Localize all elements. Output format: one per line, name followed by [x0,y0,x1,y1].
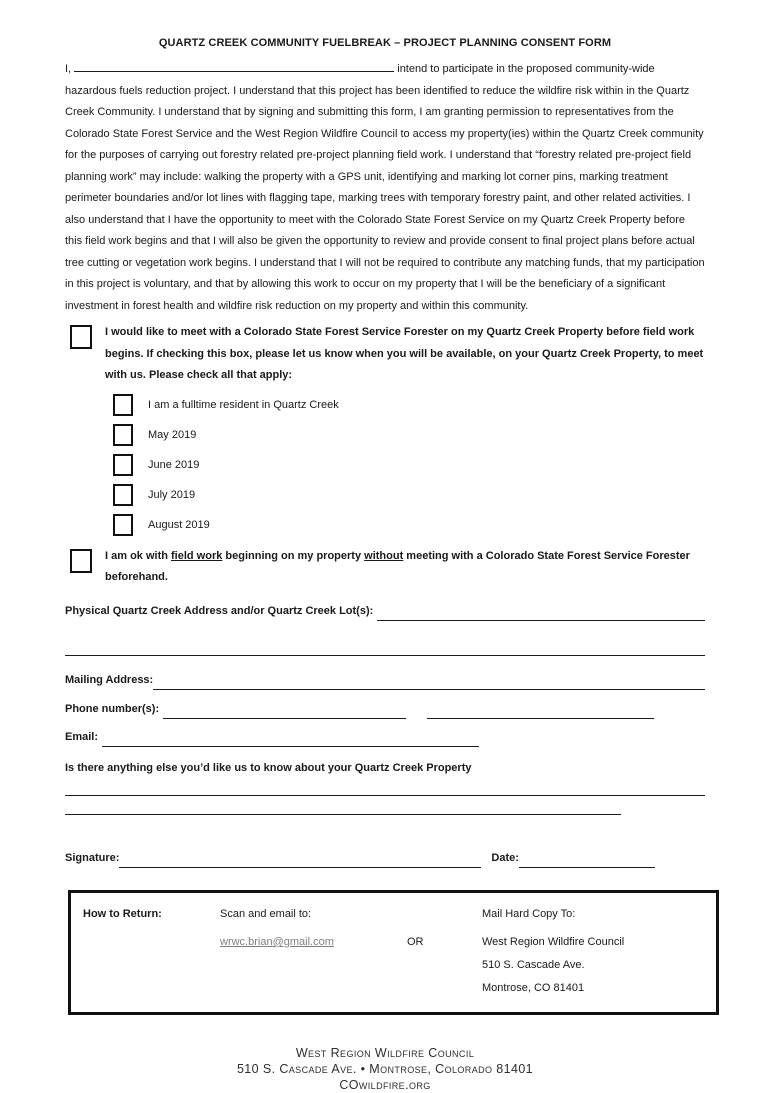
footer-address: 510 S. Cascade Ave. • Montrose, Colorado 81401 [236,1062,534,1076]
anything-else-field-line2[interactable] [65,814,621,815]
anything-else-label: Is there anything else you’d like us to know about your Quartz Creek Property [65,761,472,774]
footer-org-name: West Region Wildfire Council [295,1046,475,1060]
spacer-cell [407,903,482,926]
june-2019-checkbox[interactable] [113,454,133,476]
phone-field-1[interactable] [163,704,406,719]
physical-address-label: Physical Quartz Creek Address and/or Quartz Creek Lot(s): [65,604,374,617]
date-label: Date: [491,852,519,864]
july-2019-checkbox[interactable] [113,484,133,506]
july-2019-label: July 2019 [148,489,196,501]
intro-body: intend to participate in the proposed community-wide hazardous fuels reduction project. I understand that this project has been identified to reduce the wildfire risk within in the Quartz Creek Community. I understand that by signing and submitting this form, I am granting permission to representatives from the Colorado State Forest Service and the West Region Wildfire Council to access my property(ies) within the Quartz Creek community for the purposes of carrying out forestry related pre-project planning field work. I understand that “forestry related pre-project field planning work” may include: walking the property with a GPS unit, identifying and marking lot corner pins, marking treatment perimeter boundaries and/or lot lines with flagging tape, marking trees with temporary forestry paint, and other related activities. I also understand that I have the opportunity to meet with the Colorado State Forest Service on my Quartz Creek Property before this field work begins and that I will also be given the opportunity to review and provide consent to final project plans before actual tree cutting or vegetation work begins. I understand that I will not be required to contribute any matching funds, that my participation in this project is voluntary, and that by allowing this work to occur on my property that I will be the beneficiary of a significant investment in forest health and wildfire risk reduction on my property and within this community. [65,63,705,312]
fulltime-resident-checkbox[interactable] [113,394,133,416]
physical-address-field[interactable] [377,606,705,621]
name-blank-field[interactable] [74,61,394,72]
date-field[interactable] [519,853,655,868]
phone-field-2[interactable] [427,704,654,719]
fieldwork-text-3: meeting with a Colorado State Forest Service Forester beforehand. [105,549,690,583]
august-2019-label: August 2019 [148,519,210,531]
anything-else-field-line1[interactable] [65,795,705,796]
return-email-link[interactable]: wrwc.brian@gmail.com [220,936,334,948]
sub-option-row [113,424,705,447]
meet-option-checkbox[interactable] [70,325,92,349]
signature-row [65,848,705,868]
fieldwork-text-2: beginning on my property [222,549,365,562]
meet-option-row [65,322,705,387]
how-to-return-title: How to Return: [83,908,162,920]
sub-option-row [113,484,705,507]
fieldwork-option-checkbox[interactable] [70,549,92,573]
physical-address-row [65,601,705,621]
email-field[interactable] [102,732,479,747]
spacer-cell [83,931,220,1000]
may-2019-checkbox[interactable] [113,424,133,446]
mail-address-line: 510 S. Cascade Ave. [482,959,585,971]
intro-prefix: I, [65,63,72,75]
meet-option-label: I would like to meet with a Colorado State Forest Service Forester on my Quartz Creek Property before field work begins. If checking this box, please let us know when you will be available, on your Quartz Creek Property, to meet with us. Please check all that apply: [105,326,704,381]
august-2019-checkbox[interactable] [113,514,133,536]
footer-website: COwildfire.org [339,1078,431,1092]
sub-option-row [113,394,705,417]
sub-option-row [113,514,705,537]
phone-label: Phone number(s): [65,702,160,715]
scan-email-label: Scan and email to: [220,908,312,920]
page-footer [65,1045,705,1093]
signature-label: Signature: [65,852,120,864]
intro-paragraph [65,59,705,317]
fieldwork-option-label [105,546,705,589]
mailing-address-field[interactable] [153,675,705,690]
sub-option-row [113,454,705,477]
fieldwork-text-1: I am ok with [105,549,172,562]
form-title: QUARTZ CREEK COMMUNITY FUELBREAK – PROJECT PLANNING CONSENT FORM [158,37,612,49]
june-2019-label: June 2019 [148,459,200,471]
fieldwork-underlined-1: field work [171,549,223,562]
mail-address-line: West Region Wildfire Council [482,936,625,948]
may-2019-label: May 2019 [148,429,197,441]
fulltime-resident-label: I am a fulltime resident in Quartz Creek [148,399,339,411]
mail-address-line: Montrose, CO 81401 [482,982,585,994]
email-label: Email: [65,730,99,743]
mailing-address-label: Mailing Address: [65,673,154,686]
mailing-address-row [65,670,705,690]
how-to-return-box [68,890,719,1015]
email-row [65,727,705,747]
mail-address-block [482,931,704,1000]
signature-field[interactable] [119,853,481,868]
fieldwork-underlined-2: without [364,549,404,562]
physical-address-field-line2[interactable] [65,655,705,656]
fieldwork-option-row [65,546,705,589]
or-label: OR [407,936,424,948]
phone-row [65,699,705,719]
mail-hard-copy-label: Mail Hard Copy To: [482,908,576,920]
